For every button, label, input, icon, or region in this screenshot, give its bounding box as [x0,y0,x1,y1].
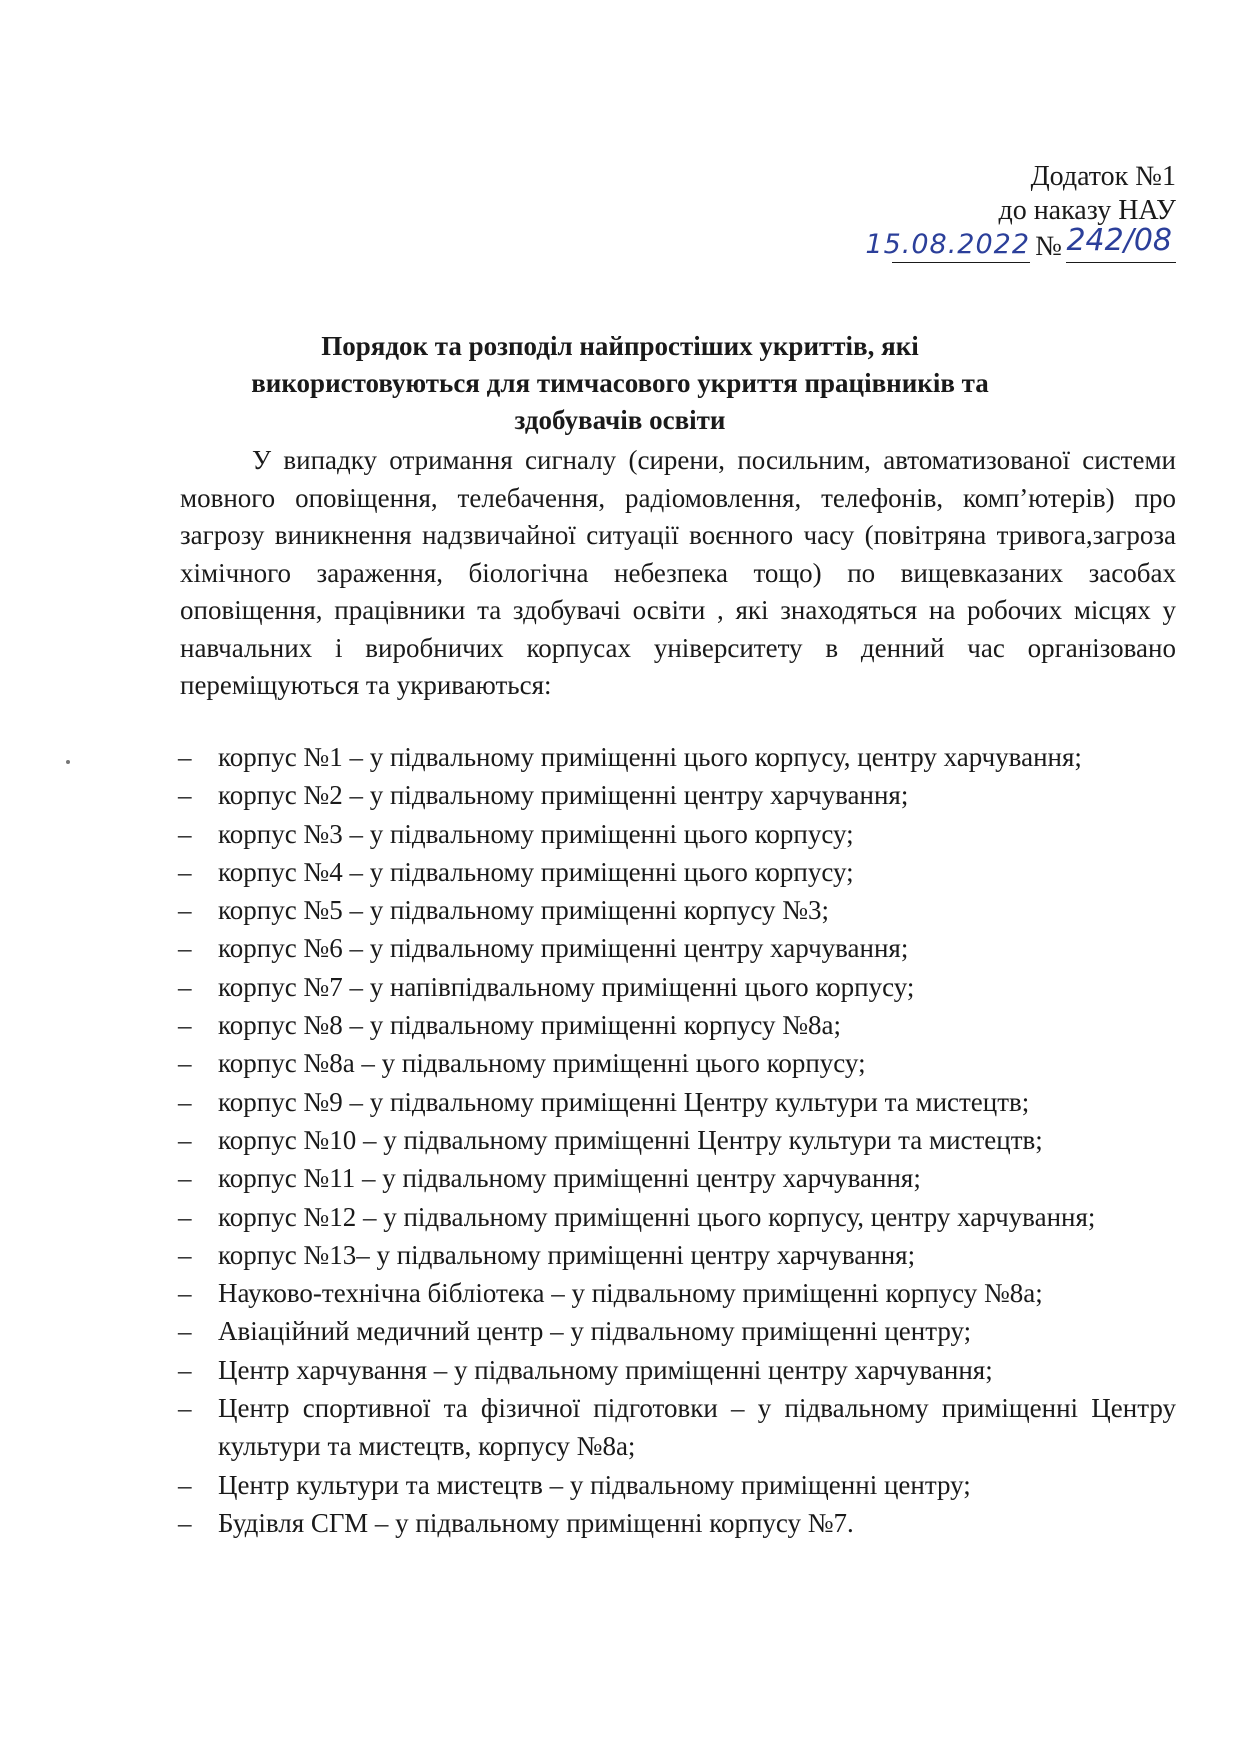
shelter-list-item [178,1389,1176,1466]
shelter-text: корпус №4 – у підвальному приміщенні цього корпусу; [218,856,854,887]
annex-header [776,160,1176,268]
shelter-list-item [178,968,1176,1006]
shelter-text: корпус №11 – у підвальному приміщенні центру харчування; [218,1163,921,1194]
shelter-text: Центр спортивної та фізичної підготовки – у підвальному приміщенні Центру культури та мистецтв, корпусу №8а; [218,1393,1176,1462]
list-dash: – [178,1086,192,1117]
list-dash: – [178,1124,192,1155]
intro-paragraph: У випадку отримання сигналу (сирени, посильним, автоматизованої системи мовного оповіщення, телебачення, радіомовлення, телефонів, комп’ютерів) про загрозу виникнення надзвичайної ситуації воєнного часу (повітряна тривога,загроза хімічного зараження, біологічна небезпека тощо) по вищевказаних засобах оповіщення, працівники та здобувачі освіти , які знаходяться на робочих місцях у навчальних і виробничих корпусах університету в денний час організовано переміщуються та укриваються: [180,445,1176,700]
shelter-text: корпус №9 – у підвальному приміщенні Центру культури та мистецтв; [218,1086,1030,1117]
shelter-text: корпус №2 – у підвальному приміщенні центру харчування; [218,780,909,811]
shelter-list-item [178,929,1176,967]
shelter-list-item [178,853,1176,891]
annex-date-number-line [776,223,1176,268]
list-dash: – [178,1010,192,1041]
shelter-text: корпус №3 – у підвальному приміщенні цього корпусу; [218,818,854,849]
shelter-list-item [178,776,1176,814]
title-line-2: використовуються для тимчасового укриття працівників та [251,368,989,398]
shelter-list-item [178,1236,1176,1274]
list-dash: – [178,818,192,849]
list-dash: – [178,1354,192,1385]
document-title [170,328,1070,439]
shelter-text: Будівля СГМ – у підвальному приміщенні корпусу №7. [218,1507,854,1538]
shelter-text: корпус №10 – у підвальному приміщенні Центру культури та мистецтв; [218,1124,1043,1155]
handwritten-date: 15.08.2022 [865,229,1030,260]
date-underline [892,262,1030,263]
shelter-list-item [178,1312,1176,1350]
shelter-list-item [178,1044,1176,1082]
shelter-list-item [178,1274,1176,1312]
shelter-list-item [178,1466,1176,1504]
shelter-list-item [178,1159,1176,1197]
number-sign: № [1035,231,1062,262]
scan-speck [66,760,70,764]
shelter-text: Центр культури та мистецтв – у підвальному приміщенні центру; [218,1469,971,1500]
list-dash: – [178,780,192,811]
shelter-list-item [178,738,1176,776]
shelter-text: корпус №12 – у підвальному приміщенні цього корпусу, центру харчування; [218,1201,1096,1232]
title-line-1: Порядок та розподіл найпростіших укриттів, які [321,331,919,361]
shelter-list-item [178,815,1176,853]
shelter-text: корпус №13– у підвальному приміщенні центру харчування; [218,1239,916,1270]
list-dash: – [178,1393,192,1424]
list-dash: – [178,1201,192,1232]
list-dash: – [178,933,192,964]
list-dash: – [178,895,192,926]
list-dash: – [178,1278,192,1309]
shelter-text: Центр харчування – у підвальному приміщенні центру харчування; [218,1354,993,1385]
list-dash: – [178,1239,192,1270]
handwritten-order-number: 242/08 [1066,223,1172,258]
list-dash: – [178,1163,192,1194]
shelter-list-item [178,1351,1176,1389]
annex-label: Додаток №1 [1030,161,1176,192]
shelter-list-item [178,891,1176,929]
shelter-list-item [178,1198,1176,1236]
shelter-text: Науково-технічна бібліотека – у підвальному приміщенні корпусу №8а; [218,1278,1043,1309]
annex-order-reference: до наказу НАУ [998,195,1176,226]
list-dash: – [178,856,192,887]
number-underline [1066,262,1176,263]
shelter-text: корпус №6 – у підвальному приміщенні центру харчування; [218,933,909,964]
shelter-text: корпус №1 – у підвальному приміщенні цього корпусу, центру харчування; [218,742,1082,772]
shelter-text: корпус №8 – у підвальному приміщенні корпусу №8а; [218,1010,842,1041]
list-dash: – [178,1469,192,1500]
shelter-list-item [178,1121,1176,1159]
shelter-list-item [178,1006,1176,1044]
list-dash: – [178,1507,192,1538]
list-dash: – [178,1048,192,1079]
shelter-text: Авіаційний медичний центр – у підвальному приміщенні центру; [218,1316,972,1347]
list-dash: – [178,971,192,1002]
shelter-list [178,738,1176,1542]
shelter-text: корпус №5 – у підвальному приміщенні корпусу №3; [218,895,830,926]
shelter-text: корпус №7 – у напівпідвальному приміщенні цього корпусу; [218,971,915,1002]
list-dash: – [178,742,192,772]
list-dash: – [178,1316,192,1347]
title-line-3: здобувачів освіти [514,405,726,435]
shelter-text: корпус №8а – у підвальному приміщенні цього корпусу; [218,1048,866,1079]
shelter-list-item [178,1083,1176,1121]
shelter-list-item [178,1504,1176,1542]
